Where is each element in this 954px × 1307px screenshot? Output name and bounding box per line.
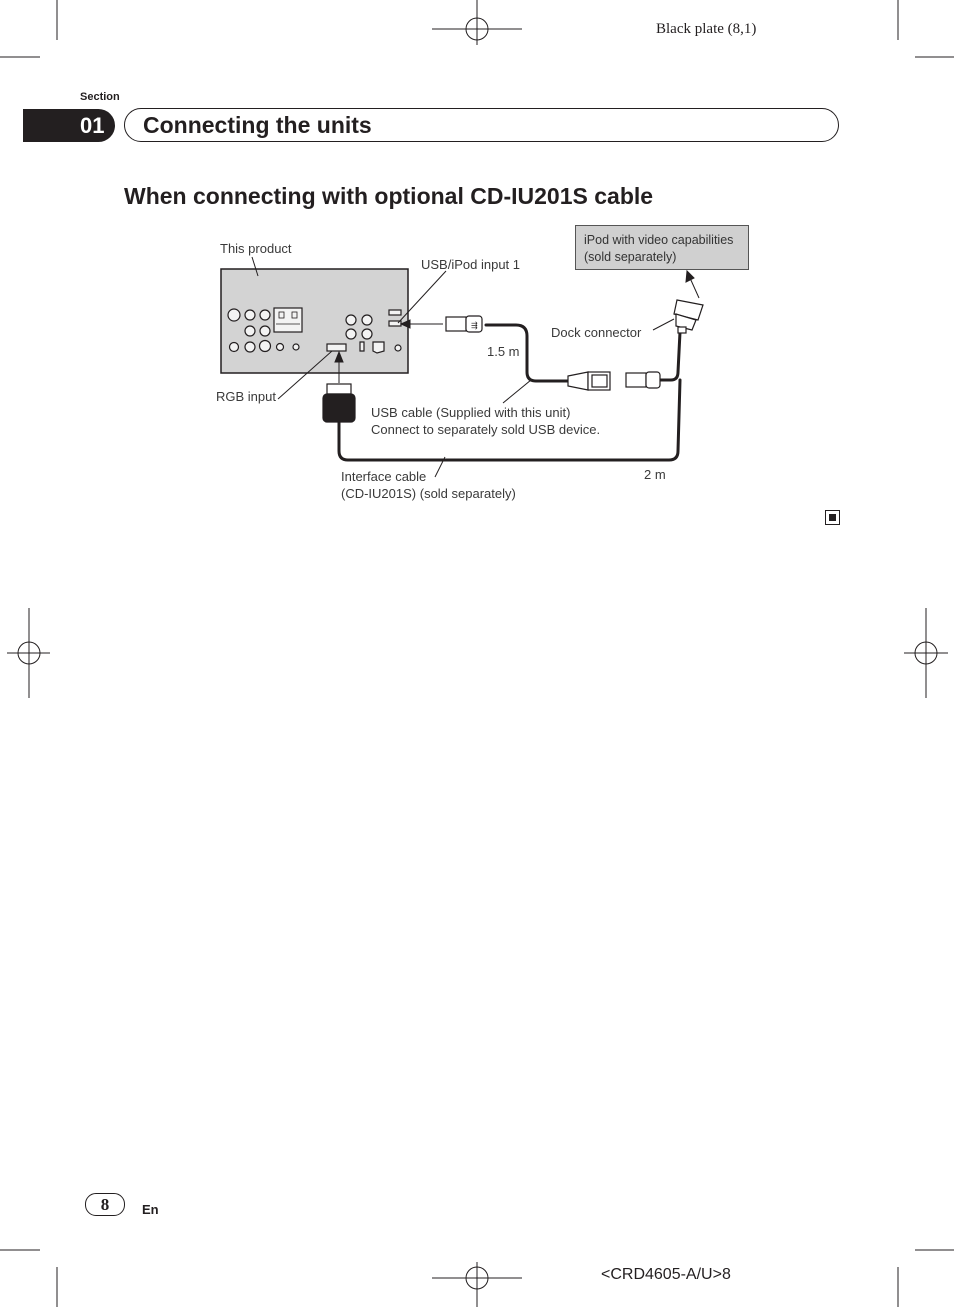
registration-mark-icon bbox=[432, 0, 522, 45]
dock-connector-label: Dock connector bbox=[551, 325, 642, 340]
usb-socket-icon bbox=[568, 372, 610, 390]
this-product-label: This product bbox=[220, 241, 292, 256]
end-of-section-icon bbox=[825, 510, 840, 525]
usb-cable-note: Connect to separately sold USB device. bbox=[371, 422, 601, 437]
section-title: Connecting the units bbox=[143, 112, 372, 138]
language-label: En bbox=[142, 1202, 159, 1217]
ipod-box-line1: iPod with video capabilities bbox=[584, 233, 734, 247]
usb-plug-icon bbox=[446, 316, 482, 332]
interface-connector-icon bbox=[323, 384, 355, 422]
head-unit-rear-panel bbox=[221, 269, 408, 373]
section-number: 01 bbox=[23, 109, 115, 142]
interface-cable-label: Interface cable bbox=[341, 469, 427, 484]
cable-length-1: 1.5 m bbox=[487, 344, 520, 359]
page-number: 8 bbox=[85, 1193, 125, 1216]
interface-cable-model: (CD-IU201S) (sold separately) bbox=[341, 486, 516, 501]
section-label: Section bbox=[80, 91, 120, 103]
usb-plug-icon bbox=[626, 372, 660, 388]
rgb-input-label: RGB input bbox=[216, 389, 276, 404]
svg-text:⇶: ⇶ bbox=[471, 321, 478, 330]
cable-length-2: 2 m bbox=[644, 467, 666, 482]
registration-mark-icon bbox=[904, 608, 948, 698]
usb-cable-label: USB cable (Supplied with this unit) bbox=[371, 405, 571, 420]
usb-ipod-input-label: USB/iPod input 1 bbox=[421, 257, 521, 272]
ipod-box-line2: (sold separately) bbox=[584, 250, 677, 264]
ipod-box bbox=[575, 225, 749, 270]
dock-connector-icon bbox=[674, 300, 703, 333]
registration-mark-icon bbox=[432, 1262, 522, 1307]
page-heading: When connecting with optional CD-IU201S cable bbox=[124, 183, 654, 209]
registration-mark-icon bbox=[7, 608, 50, 698]
plate-label: Black plate (8,1) bbox=[656, 21, 757, 37]
document-code: <CRD4605-A/U>8 bbox=[601, 1266, 731, 1283]
